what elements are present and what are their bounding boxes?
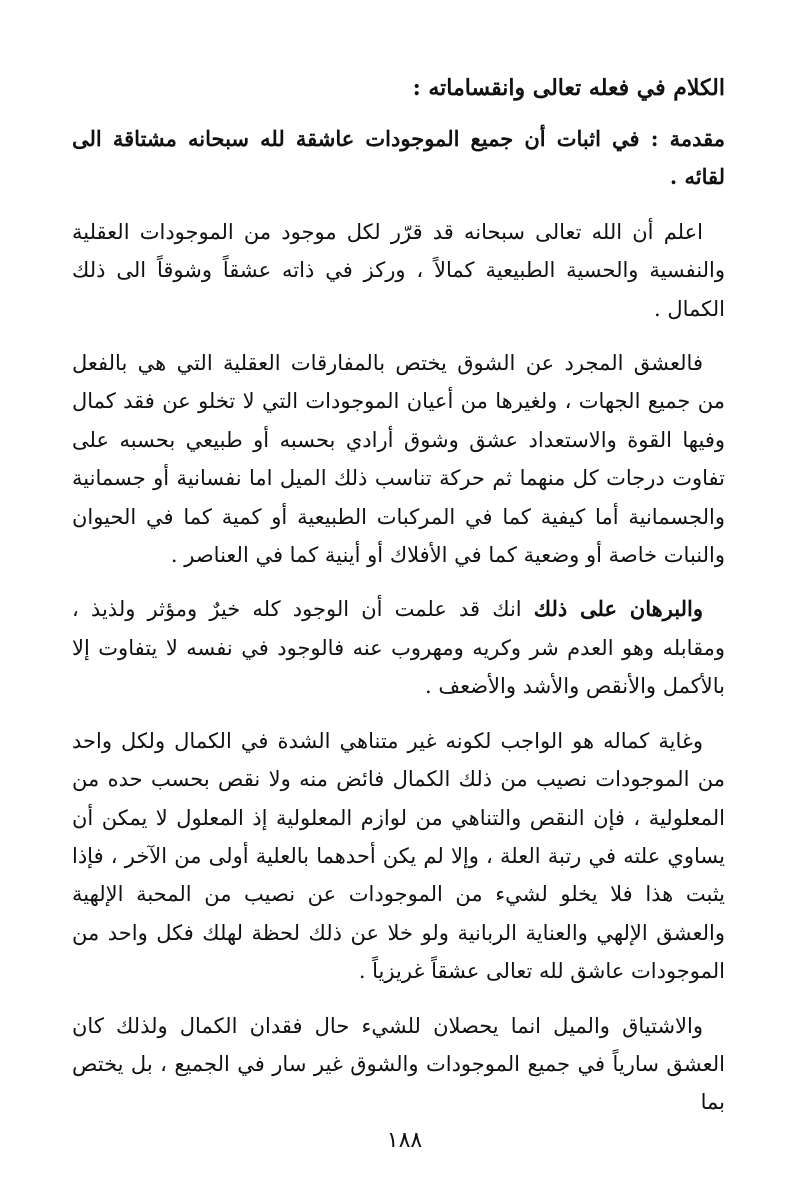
- paragraph-1: [72, 213, 725, 328]
- section-heading: الكلام في فعله تعالى وانقساماته :: [412, 75, 725, 101]
- paragraph-intro: [72, 120, 725, 197]
- paragraph-4-text: وغاية كماله هو الواجب لكونه غير متناهي الشدة في الكمال ولكل واحد من الموجودات نصيب من ذلك الكمال فائض منه ولا نقص بحسب حده من المعلولية ، فإن النقص والتناهي من لوازم المعلولية إذ المعلول لا يمكن أن يساوي علته في رتبة العلة ، وإلا لم يكن أحدهما بالعلية أولى من الآخر ، فإذا يثبت هذا فلا يخلو لشيء من الموجودات عن نصيب من المحبة الإلهية والعشق الإلهي والعناية الربانية ولو خلا عن ذلك لحظة لهلك فكل واحد من الموجودات عاشق لله تعالى عشقاً غريزياً .: [72, 728, 725, 984]
- page-number: ١٨٨: [386, 1128, 423, 1153]
- paragraph-4: [72, 722, 725, 991]
- paragraph-2: [72, 344, 725, 574]
- paragraph-3: [72, 590, 725, 705]
- paragraph-2-text: فالعشق المجرد عن الشوق يختص بالمفارقات العقلية التي هي بالفعل من جميع الجهات ، ولغيرها من أعيان الموجودات التي لا تخلو عن فقد كمال وفيها القوة والاستعداد عشق وشوق أرادي بحسبه أو طبيعي بحسبه على تفاوت درجات كل منهما ثم حركة تناسب ذلك الميل اما نفسانية أو جسمانية والجسمانية أما كيفية كما في المركبات الطبيعية أو كمية كما في الحيوان والنبات خاصة أو وضعية كما في الأفلاك أو أينية كما في العناصر .: [72, 351, 725, 568]
- paragraph-5-text: والاشتياق والميل انما يحصلان للشيء حال فقدان الكمال ولذلك كان العشق سارياً في جميع الموجودات والشوق غير سار في الجميع ، بل يختص بما: [72, 1013, 725, 1115]
- paragraph-3-lead: والبرهان على ذلك: [533, 596, 703, 622]
- paragraph-3-text: انك قد علمت أن الوجود كله خيرٌ ومؤثر ولذيذ ، ومقابله وهو العدم شر وكريه ومهروب عنه فالوجود في نفسه لا يتفاوت إلا بالأكمل والأنقص والأشد والأضعف .: [72, 597, 725, 699]
- paragraph-intro-lead: مقدمة : في اثبات أن جميع الموجودات عاشقة لله سبحانه مشتاقة الى لقائه .: [72, 126, 725, 190]
- paragraph-1-text: اعلم أن الله تعالى سبحانه قد قرّر لكل موجود من الموجودات العقلية والنفسية والحسية الطبيعية كمالاً ، وركز في ذاته عشقاً وشوقاً الى ذلك الكمال .: [72, 219, 725, 321]
- paragraph-5: [72, 1007, 725, 1122]
